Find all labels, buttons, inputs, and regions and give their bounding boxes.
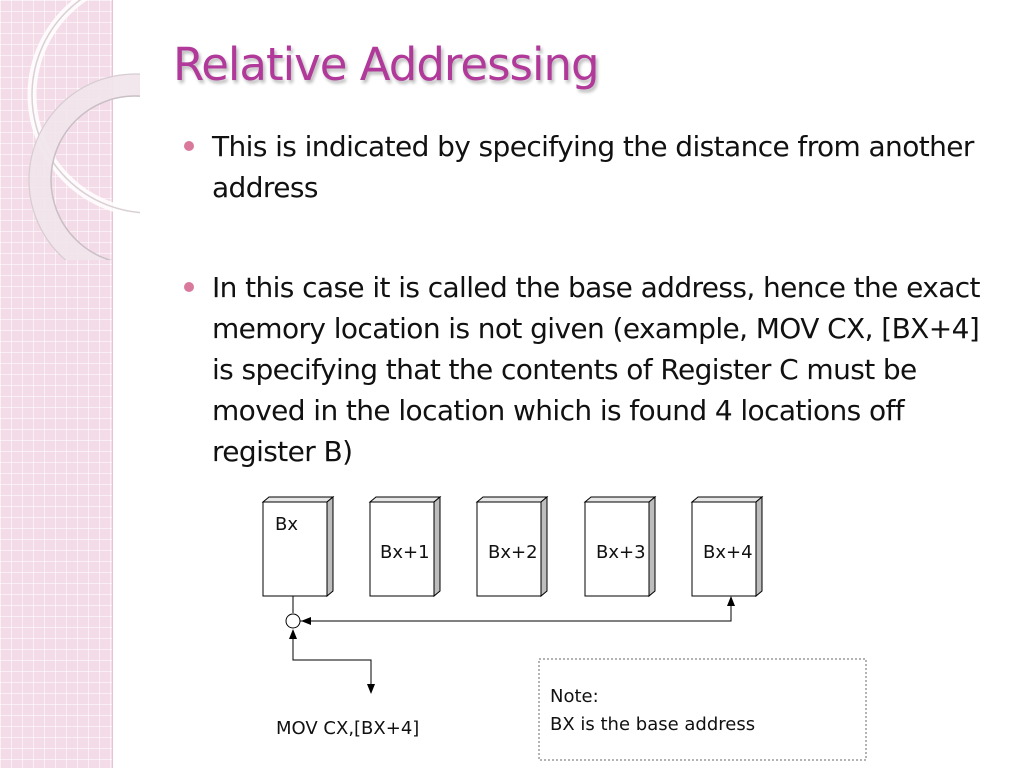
memory-cell [370,497,440,596]
note-text: BX is the base address [550,714,756,735]
offset-arrow-up [300,597,731,621]
cell-label: Bx+4 [703,542,753,563]
cell-label: Bx+1 [380,542,430,563]
memory-cell [585,497,655,596]
instruction-label: MOV CX,[BX+4] [276,718,420,739]
instruction-arrow [293,630,371,691]
note-box [539,659,866,760]
memory-cell [263,497,333,596]
bullet-text: In this case it is called the base address, hence the exact memory location is not given (example, MOV CX, [BX+4] is specifying that the contents of Register C must be moved in the location which is found 4 locations off register B) [212,271,980,468]
bullet-text: This is indicated by specifying the distance from another address [212,130,974,204]
junction-circle [286,614,300,628]
cell-label: Bx [275,514,299,535]
note-title: Note: [550,686,599,707]
memory-cell [477,497,547,596]
cell-label: Bx+3 [596,542,646,563]
cell-label: Bx+2 [488,542,538,563]
memory-cell [692,497,762,596]
slide-title: Relative Addressing [173,38,599,91]
